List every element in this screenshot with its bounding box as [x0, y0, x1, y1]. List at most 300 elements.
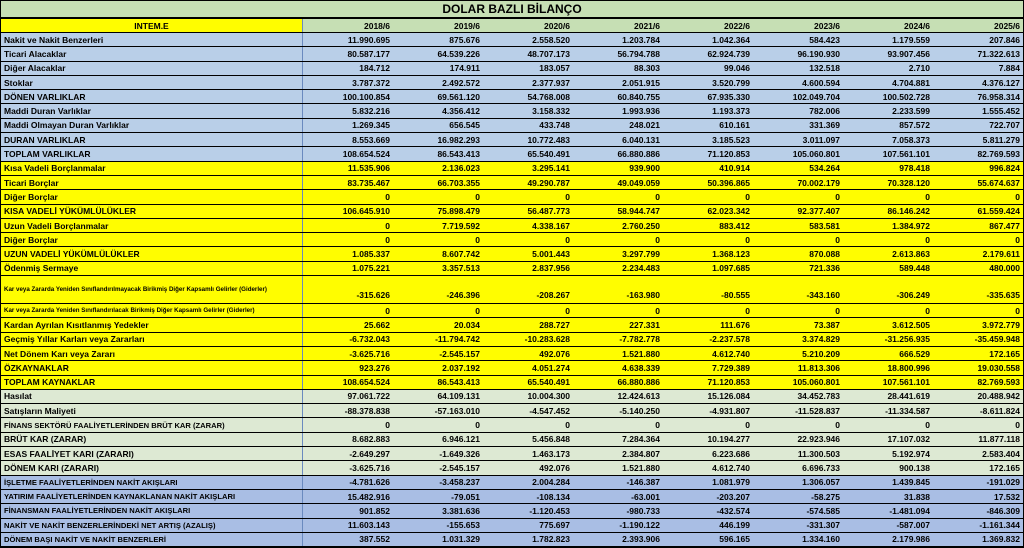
row-label[interactable]: Diğer Borçlar: [1, 190, 303, 203]
value-cell[interactable]: 3.520.799: [663, 76, 753, 89]
value-cell[interactable]: 1.031.329: [393, 533, 483, 546]
value-cell[interactable]: 721.336: [753, 262, 843, 275]
value-cell[interactable]: 100.502.728: [843, 90, 933, 103]
value-cell[interactable]: 71.322.613: [933, 47, 1023, 60]
value-cell[interactable]: 18.800.996: [843, 361, 933, 374]
value-cell[interactable]: 901.852: [303, 504, 393, 517]
value-cell[interactable]: 1.463.173: [483, 447, 573, 460]
value-cell[interactable]: 0: [663, 418, 753, 431]
value-cell[interactable]: 6.040.131: [573, 133, 663, 146]
value-cell[interactable]: -2.237.578: [663, 333, 753, 346]
value-cell[interactable]: 67.935.330: [663, 90, 753, 103]
value-cell[interactable]: -4.547.452: [483, 404, 573, 417]
value-cell[interactable]: 7.719.592: [393, 219, 483, 232]
value-cell[interactable]: 8.553.669: [303, 133, 393, 146]
value-cell[interactable]: 0: [843, 190, 933, 203]
value-cell[interactable]: 11.603.143: [303, 519, 393, 532]
value-cell[interactable]: 1.521.880: [573, 461, 663, 474]
value-cell[interactable]: -31.256.935: [843, 333, 933, 346]
value-cell[interactable]: -2.545.157: [393, 347, 483, 360]
value-cell[interactable]: 2.393.906: [573, 533, 663, 546]
value-cell[interactable]: 2.233.599: [843, 104, 933, 117]
header-label[interactable]: INTEM.E: [1, 19, 303, 32]
value-cell[interactable]: 28.441.619: [843, 390, 933, 403]
row-label[interactable]: Ödenmiş Sermaye: [1, 262, 303, 275]
value-cell[interactable]: -203.207: [663, 490, 753, 503]
period-header[interactable]: 2019/6: [393, 19, 483, 32]
row-label[interactable]: ÖZKAYNAKLAR: [1, 361, 303, 374]
value-cell[interactable]: 2.384.807: [573, 447, 663, 460]
value-cell[interactable]: 2.710: [843, 62, 933, 75]
value-cell[interactable]: 5.811.279: [933, 133, 1023, 146]
value-cell[interactable]: 1.555.452: [933, 104, 1023, 117]
period-header[interactable]: 2018/6: [303, 19, 393, 32]
value-cell[interactable]: 12.424.613: [573, 390, 663, 403]
value-cell[interactable]: 100.100.854: [303, 90, 393, 103]
row-label[interactable]: Kardan Ayrılan Kısıtlanmış Yedekler: [1, 318, 303, 331]
value-cell[interactable]: 584.423: [753, 33, 843, 46]
value-cell[interactable]: 387.552: [303, 533, 393, 546]
value-cell[interactable]: 534.264: [753, 162, 843, 175]
value-cell[interactable]: 49.049.059: [573, 176, 663, 189]
value-cell[interactable]: 2.583.404: [933, 447, 1023, 460]
value-cell[interactable]: 610.161: [663, 119, 753, 132]
value-cell[interactable]: 0: [933, 190, 1023, 203]
value-cell[interactable]: 71.120.853: [663, 376, 753, 389]
period-header[interactable]: 2023/6: [753, 19, 843, 32]
value-cell[interactable]: 111.676: [663, 318, 753, 331]
row-label[interactable]: YATIRIM FAALİYETLERİNDEN KAYNAKLANAN NAKİT AKIŞLARI: [1, 490, 303, 503]
row-label[interactable]: DÖNEN VARLIKLAR: [1, 90, 303, 103]
value-cell[interactable]: -306.249: [843, 276, 933, 303]
value-cell[interactable]: 0: [303, 304, 393, 317]
value-cell[interactable]: 0: [843, 304, 933, 317]
value-cell[interactable]: 3.185.523: [663, 133, 753, 146]
value-cell[interactable]: 3.374.829: [753, 333, 843, 346]
value-cell[interactable]: 1.081.979: [663, 476, 753, 489]
value-cell[interactable]: 0: [483, 304, 573, 317]
value-cell[interactable]: 1.179.559: [843, 33, 933, 46]
value-cell[interactable]: -208.267: [483, 276, 573, 303]
value-cell[interactable]: -1.481.094: [843, 504, 933, 517]
row-label[interactable]: Nakit ve Nakit Benzerleri: [1, 33, 303, 46]
value-cell[interactable]: 2.136.023: [393, 162, 483, 175]
value-cell[interactable]: 20.488.942: [933, 390, 1023, 403]
value-cell[interactable]: -246.396: [393, 276, 483, 303]
value-cell[interactable]: 0: [663, 304, 753, 317]
value-cell[interactable]: 0: [303, 190, 393, 203]
value-cell[interactable]: -1.161.344: [933, 519, 1023, 532]
value-cell[interactable]: 875.676: [393, 33, 483, 46]
value-cell[interactable]: 923.276: [303, 361, 393, 374]
value-cell[interactable]: 61.559.424: [933, 205, 1023, 218]
row-label[interactable]: Stoklar: [1, 76, 303, 89]
row-label[interactable]: Kısa Vadeli Borçlanmalar: [1, 162, 303, 175]
value-cell[interactable]: 82.769.593: [933, 147, 1023, 160]
row-label[interactable]: Kar veya Zararda Yeniden Sınıflandırılacak Birikmiş Diğer Kapsamlı Gelirler (Giderler): [1, 304, 303, 317]
value-cell[interactable]: 82.769.593: [933, 376, 1023, 389]
value-cell[interactable]: 1.306.057: [753, 476, 843, 489]
value-cell[interactable]: 775.697: [483, 519, 573, 532]
value-cell[interactable]: 20.034: [393, 318, 483, 331]
value-cell[interactable]: 0: [483, 418, 573, 431]
value-cell[interactable]: 54.768.008: [483, 90, 573, 103]
value-cell[interactable]: 66.880.886: [573, 147, 663, 160]
value-cell[interactable]: 34.452.783: [753, 390, 843, 403]
value-cell[interactable]: 2.613.863: [843, 247, 933, 260]
row-label[interactable]: DÖNEM KARI (ZARARI): [1, 461, 303, 474]
row-label[interactable]: KISA VADELİ YÜKÜMLÜLÜKLER: [1, 205, 303, 218]
value-cell[interactable]: 4.638.339: [573, 361, 663, 374]
value-cell[interactable]: 65.540.491: [483, 376, 573, 389]
value-cell[interactable]: -343.160: [753, 276, 843, 303]
value-cell[interactable]: -315.626: [303, 276, 393, 303]
value-cell[interactable]: 172.165: [933, 461, 1023, 474]
value-cell[interactable]: 0: [303, 418, 393, 431]
value-cell[interactable]: 70.002.179: [753, 176, 843, 189]
value-cell[interactable]: 6.223.686: [663, 447, 753, 460]
row-label[interactable]: DURAN VARLIKLAR: [1, 133, 303, 146]
value-cell[interactable]: 10.772.483: [483, 133, 573, 146]
value-cell[interactable]: 105.060.801: [753, 376, 843, 389]
value-cell[interactable]: 867.477: [933, 219, 1023, 232]
value-cell[interactable]: 900.138: [843, 461, 933, 474]
value-cell[interactable]: 11.535.906: [303, 162, 393, 175]
value-cell[interactable]: -432.574: [663, 504, 753, 517]
value-cell[interactable]: 4.600.594: [753, 76, 843, 89]
value-cell[interactable]: -4.781.626: [303, 476, 393, 489]
value-cell[interactable]: 433.748: [483, 119, 573, 132]
value-cell[interactable]: 5.832.216: [303, 104, 393, 117]
row-label[interactable]: Diğer Borçlar: [1, 233, 303, 246]
value-cell[interactable]: 76.958.314: [933, 90, 1023, 103]
value-cell[interactable]: 3.295.141: [483, 162, 573, 175]
value-cell[interactable]: 69.561.120: [393, 90, 483, 103]
value-cell[interactable]: 5.210.209: [753, 347, 843, 360]
value-cell[interactable]: 0: [933, 304, 1023, 317]
value-cell[interactable]: 446.199: [663, 519, 753, 532]
value-cell[interactable]: 70.328.120: [843, 176, 933, 189]
value-cell[interactable]: 5.192.974: [843, 447, 933, 460]
value-cell[interactable]: 0: [573, 190, 663, 203]
value-cell[interactable]: -3.625.716: [303, 461, 393, 474]
value-cell[interactable]: -7.782.778: [573, 333, 663, 346]
value-cell[interactable]: -846.309: [933, 504, 1023, 517]
period-header[interactable]: 2022/6: [663, 19, 753, 32]
value-cell[interactable]: 2.051.915: [573, 76, 663, 89]
value-cell[interactable]: 331.369: [753, 119, 843, 132]
value-cell[interactable]: 0: [393, 233, 483, 246]
row-label[interactable]: TOPLAM KAYNAKLAR: [1, 376, 303, 389]
value-cell[interactable]: 102.049.704: [753, 90, 843, 103]
row-label[interactable]: Maddi Duran Varlıklar: [1, 104, 303, 117]
value-cell[interactable]: 99.046: [663, 62, 753, 75]
row-label[interactable]: Maddi Olmayan Duran Varlıklar: [1, 119, 303, 132]
value-cell[interactable]: 16.982.293: [393, 133, 483, 146]
value-cell[interactable]: 0: [753, 418, 843, 431]
value-cell[interactable]: 0: [843, 418, 933, 431]
value-cell[interactable]: 64.539.226: [393, 47, 483, 60]
value-cell[interactable]: 656.545: [393, 119, 483, 132]
value-cell[interactable]: 1.075.221: [303, 262, 393, 275]
value-cell[interactable]: 3.357.513: [393, 262, 483, 275]
value-cell[interactable]: 172.165: [933, 347, 1023, 360]
value-cell[interactable]: 870.088: [753, 247, 843, 260]
value-cell[interactable]: 17.107.032: [843, 433, 933, 446]
value-cell[interactable]: -57.163.010: [393, 404, 483, 417]
value-cell[interactable]: 0: [843, 233, 933, 246]
period-header[interactable]: 2021/6: [573, 19, 663, 32]
value-cell[interactable]: 722.707: [933, 119, 1023, 132]
value-cell[interactable]: 1.042.364: [663, 33, 753, 46]
value-cell[interactable]: 4.356.412: [393, 104, 483, 117]
value-cell[interactable]: 410.914: [663, 162, 753, 175]
row-label[interactable]: BRÜT KAR (ZARAR): [1, 433, 303, 446]
value-cell[interactable]: 1.993.936: [573, 104, 663, 117]
value-cell[interactable]: 227.331: [573, 318, 663, 331]
value-cell[interactable]: 15.126.084: [663, 390, 753, 403]
value-cell[interactable]: 50.396.865: [663, 176, 753, 189]
row-label[interactable]: Satışların Maliyeti: [1, 404, 303, 417]
value-cell[interactable]: 107.561.101: [843, 376, 933, 389]
value-cell[interactable]: 1.368.123: [663, 247, 753, 260]
value-cell[interactable]: 480.000: [933, 262, 1023, 275]
row-label[interactable]: Uzun Vadeli Borçlanmalar: [1, 219, 303, 232]
value-cell[interactable]: 6.946.121: [393, 433, 483, 446]
row-label[interactable]: Geçmiş Yıllar Karları veya Zararları: [1, 333, 303, 346]
value-cell[interactable]: 2.837.956: [483, 262, 573, 275]
value-cell[interactable]: 1.439.845: [843, 476, 933, 489]
value-cell[interactable]: 4.338.167: [483, 219, 573, 232]
value-cell[interactable]: 184.712: [303, 62, 393, 75]
value-cell[interactable]: -63.001: [573, 490, 663, 503]
value-cell[interactable]: 64.109.131: [393, 390, 483, 403]
value-cell[interactable]: 2.179.611: [933, 247, 1023, 260]
value-cell[interactable]: 75.898.479: [393, 205, 483, 218]
value-cell[interactable]: 3.158.332: [483, 104, 573, 117]
value-cell[interactable]: 0: [663, 233, 753, 246]
row-label[interactable]: NAKİT VE NAKİT BENZERLERİNDEKİ NET ARTIŞ (AZALIŞ): [1, 519, 303, 532]
value-cell[interactable]: 66.880.886: [573, 376, 663, 389]
value-cell[interactable]: 0: [933, 418, 1023, 431]
value-cell[interactable]: 5.456.848: [483, 433, 573, 446]
value-cell[interactable]: 1.193.373: [663, 104, 753, 117]
value-cell[interactable]: 107.561.101: [843, 147, 933, 160]
value-cell[interactable]: 0: [753, 304, 843, 317]
value-cell[interactable]: 6.696.733: [753, 461, 843, 474]
value-cell[interactable]: 92.377.407: [753, 205, 843, 218]
value-cell[interactable]: 7.284.364: [573, 433, 663, 446]
value-cell[interactable]: -574.585: [753, 504, 843, 517]
value-cell[interactable]: 3.972.779: [933, 318, 1023, 331]
value-cell[interactable]: 3.612.505: [843, 318, 933, 331]
value-cell[interactable]: -11.334.587: [843, 404, 933, 417]
value-cell[interactable]: -11.794.742: [393, 333, 483, 346]
value-cell[interactable]: 83.735.467: [303, 176, 393, 189]
value-cell[interactable]: 80.587.177: [303, 47, 393, 60]
value-cell[interactable]: 3.297.799: [573, 247, 663, 260]
value-cell[interactable]: 55.674.637: [933, 176, 1023, 189]
value-cell[interactable]: 1.097.685: [663, 262, 753, 275]
value-cell[interactable]: 2.760.250: [573, 219, 663, 232]
value-cell[interactable]: 2.377.937: [483, 76, 573, 89]
row-label[interactable]: Ticari Borçlar: [1, 176, 303, 189]
value-cell[interactable]: 4.612.740: [663, 347, 753, 360]
value-cell[interactable]: -163.980: [573, 276, 663, 303]
value-cell[interactable]: -1.190.122: [573, 519, 663, 532]
row-label[interactable]: Kar veya Zararda Yeniden Sınıflandırılmayacak Birikmiş Diğer Kapsamlı Gelirler (Giderler): [1, 276, 303, 303]
value-cell[interactable]: 2.234.483: [573, 262, 663, 275]
row-label[interactable]: İŞLETME FAALİYETLERİNDEN NAKİT AKIŞLARI: [1, 476, 303, 489]
value-cell[interactable]: -3.458.237: [393, 476, 483, 489]
value-cell[interactable]: 56.794.788: [573, 47, 663, 60]
value-cell[interactable]: 22.923.946: [753, 433, 843, 446]
value-cell[interactable]: 596.165: [663, 533, 753, 546]
value-cell[interactable]: 0: [753, 190, 843, 203]
value-cell[interactable]: 108.654.524: [303, 147, 393, 160]
value-cell[interactable]: 2.179.986: [843, 533, 933, 546]
value-cell[interactable]: -4.931.807: [663, 404, 753, 417]
value-cell[interactable]: 174.911: [393, 62, 483, 75]
value-cell[interactable]: 10.004.300: [483, 390, 573, 403]
value-cell[interactable]: 11.813.306: [753, 361, 843, 374]
value-cell[interactable]: 7.884: [933, 62, 1023, 75]
value-cell[interactable]: 2.004.284: [483, 476, 573, 489]
value-cell[interactable]: 0: [483, 190, 573, 203]
value-cell[interactable]: 978.418: [843, 162, 933, 175]
value-cell[interactable]: 1.369.832: [933, 533, 1023, 546]
value-cell[interactable]: 4.704.881: [843, 76, 933, 89]
value-cell[interactable]: 2.037.192: [393, 361, 483, 374]
value-cell[interactable]: 589.448: [843, 262, 933, 275]
row-label[interactable]: FİNANS SEKTÖRÜ FAALİYETLERİNDEN BRÜT KAR (ZARAR): [1, 418, 303, 431]
value-cell[interactable]: 1.085.337: [303, 247, 393, 260]
value-cell[interactable]: 492.076: [483, 347, 573, 360]
value-cell[interactable]: 207.846: [933, 33, 1023, 46]
value-cell[interactable]: 1.521.880: [573, 347, 663, 360]
value-cell[interactable]: 1.384.972: [843, 219, 933, 232]
value-cell[interactable]: 5.001.443: [483, 247, 573, 260]
value-cell[interactable]: 65.540.491: [483, 147, 573, 160]
row-label[interactable]: FİNANSMAN FAALİYETLERİNDEN NAKİT AKIŞLARI: [1, 504, 303, 517]
value-cell[interactable]: 93.907.456: [843, 47, 933, 60]
value-cell[interactable]: 132.518: [753, 62, 843, 75]
row-label[interactable]: Hasılat: [1, 390, 303, 403]
value-cell[interactable]: 1.269.345: [303, 119, 393, 132]
value-cell[interactable]: 248.021: [573, 119, 663, 132]
value-cell[interactable]: 1.782.823: [483, 533, 573, 546]
value-cell[interactable]: -587.007: [843, 519, 933, 532]
value-cell[interactable]: -155.653: [393, 519, 483, 532]
value-cell[interactable]: 183.057: [483, 62, 573, 75]
value-cell[interactable]: 15.482.916: [303, 490, 393, 503]
value-cell[interactable]: 0: [303, 233, 393, 246]
value-cell[interactable]: -1.649.326: [393, 447, 483, 460]
value-cell[interactable]: -35.459.948: [933, 333, 1023, 346]
value-cell[interactable]: 97.061.722: [303, 390, 393, 403]
value-cell[interactable]: -6.732.043: [303, 333, 393, 346]
value-cell[interactable]: 3.787.372: [303, 76, 393, 89]
value-cell[interactable]: 857.572: [843, 119, 933, 132]
value-cell[interactable]: 1.334.160: [753, 533, 843, 546]
value-cell[interactable]: 4.051.274: [483, 361, 573, 374]
value-cell[interactable]: 0: [933, 233, 1023, 246]
value-cell[interactable]: -2.545.157: [393, 461, 483, 474]
value-cell[interactable]: 0: [483, 233, 573, 246]
value-cell[interactable]: 25.662: [303, 318, 393, 331]
value-cell[interactable]: 4.376.127: [933, 76, 1023, 89]
value-cell[interactable]: -88.378.838: [303, 404, 393, 417]
value-cell[interactable]: 0: [573, 418, 663, 431]
value-cell[interactable]: 0: [573, 233, 663, 246]
value-cell[interactable]: -335.635: [933, 276, 1023, 303]
value-cell[interactable]: -5.140.250: [573, 404, 663, 417]
value-cell[interactable]: -980.733: [573, 504, 663, 517]
value-cell[interactable]: 58.944.747: [573, 205, 663, 218]
value-cell[interactable]: 996.824: [933, 162, 1023, 175]
value-cell[interactable]: -3.625.716: [303, 347, 393, 360]
value-cell[interactable]: 2.558.520: [483, 33, 573, 46]
value-cell[interactable]: 48.707.173: [483, 47, 573, 60]
value-cell[interactable]: 66.703.355: [393, 176, 483, 189]
value-cell[interactable]: 3.381.636: [393, 504, 483, 517]
value-cell[interactable]: 108.654.524: [303, 376, 393, 389]
value-cell[interactable]: -58.275: [753, 490, 843, 503]
value-cell[interactable]: 8.607.742: [393, 247, 483, 260]
value-cell[interactable]: 3.011.097: [753, 133, 843, 146]
value-cell[interactable]: 0: [393, 304, 483, 317]
value-cell[interactable]: 288.727: [483, 318, 573, 331]
value-cell[interactable]: 86.146.242: [843, 205, 933, 218]
value-cell[interactable]: -2.649.297: [303, 447, 393, 460]
value-cell[interactable]: -10.283.628: [483, 333, 573, 346]
row-label[interactable]: TOPLAM VARLIKLAR: [1, 147, 303, 160]
row-label[interactable]: ESAS FAALİYET KARI (ZARARI): [1, 447, 303, 460]
value-cell[interactable]: -191.029: [933, 476, 1023, 489]
value-cell[interactable]: 0: [303, 219, 393, 232]
value-cell[interactable]: 1.203.784: [573, 33, 663, 46]
value-cell[interactable]: -79.051: [393, 490, 483, 503]
value-cell[interactable]: 88.303: [573, 62, 663, 75]
value-cell[interactable]: -108.134: [483, 490, 573, 503]
period-header[interactable]: 2020/6: [483, 19, 573, 32]
value-cell[interactable]: 0: [753, 233, 843, 246]
value-cell[interactable]: 0: [393, 418, 483, 431]
value-cell[interactable]: 71.120.853: [663, 147, 753, 160]
period-header[interactable]: 2024/6: [843, 19, 933, 32]
value-cell[interactable]: 31.838: [843, 490, 933, 503]
value-cell[interactable]: 7.729.389: [663, 361, 753, 374]
value-cell[interactable]: 60.840.755: [573, 90, 663, 103]
value-cell[interactable]: 8.682.883: [303, 433, 393, 446]
value-cell[interactable]: 2.492.572: [393, 76, 483, 89]
value-cell[interactable]: 62.924.739: [663, 47, 753, 60]
value-cell[interactable]: 19.030.558: [933, 361, 1023, 374]
value-cell[interactable]: -8.611.824: [933, 404, 1023, 417]
row-label[interactable]: UZUN VADELİ YÜKÜMLÜLÜKLER: [1, 247, 303, 260]
value-cell[interactable]: 883.412: [663, 219, 753, 232]
value-cell[interactable]: 7.058.373: [843, 133, 933, 146]
value-cell[interactable]: 0: [393, 190, 483, 203]
row-label[interactable]: Net Dönem Karı veya Zararı: [1, 347, 303, 360]
value-cell[interactable]: 782.006: [753, 104, 843, 117]
value-cell[interactable]: 666.529: [843, 347, 933, 360]
value-cell[interactable]: -80.555: [663, 276, 753, 303]
value-cell[interactable]: 492.076: [483, 461, 573, 474]
value-cell[interactable]: 10.194.277: [663, 433, 753, 446]
value-cell[interactable]: 939.900: [573, 162, 663, 175]
value-cell[interactable]: 86.543.413: [393, 147, 483, 160]
